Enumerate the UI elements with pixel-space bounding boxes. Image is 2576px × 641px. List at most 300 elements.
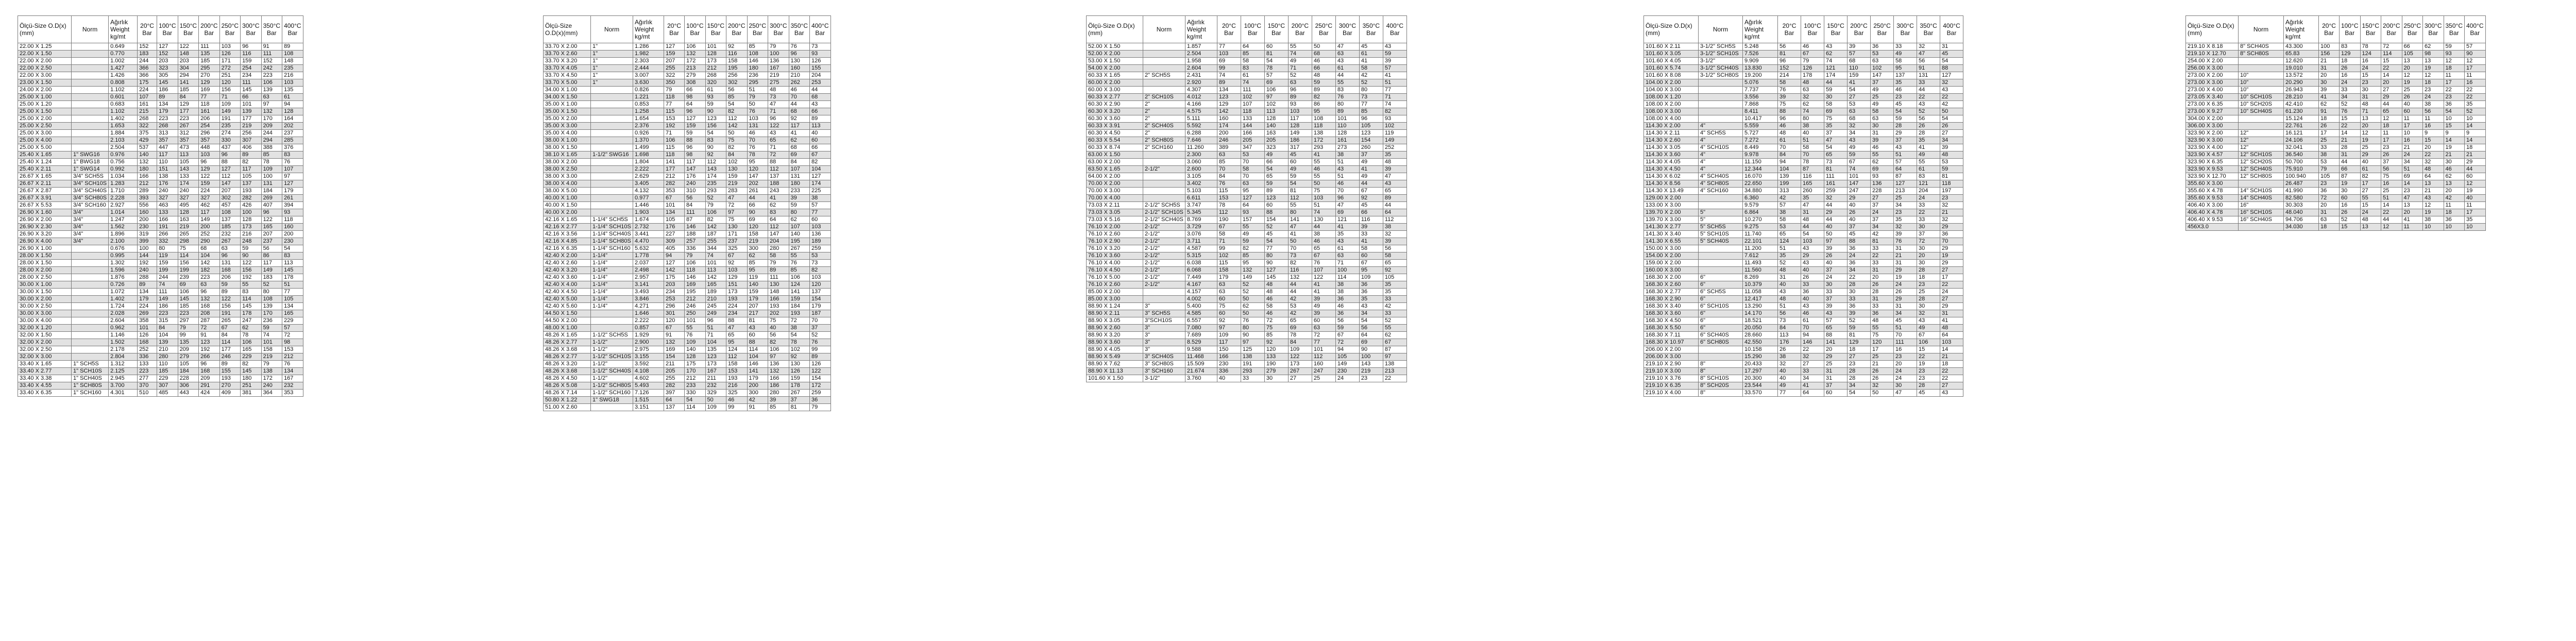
pressure-cell: 30 <box>1917 260 1940 267</box>
pressure-cell: 96 <box>685 108 706 115</box>
pressure-cell: 69 <box>1871 166 1894 173</box>
pressure-cell: 215 <box>138 108 157 115</box>
pressure-cell: 154 <box>810 375 831 382</box>
size-cell: 219.10 X 3.00 <box>1644 368 1699 375</box>
size-cell: 88.90 X 2.60 <box>1087 325 1143 332</box>
norm-cell: 8" <box>1699 390 1743 397</box>
pressure-cell: 64 <box>664 397 685 404</box>
pressure-cell: 103 <box>810 274 831 281</box>
pressure-cell: 54 <box>1359 317 1383 325</box>
pressure-cell: 31 <box>1778 274 1801 281</box>
pressure-cell: 31 <box>1801 209 1824 216</box>
pressure-cell: 143 <box>1359 361 1383 368</box>
weight-cell: 7.449 <box>1185 274 1217 281</box>
temperature-header: 250°C Bar <box>1312 16 1335 43</box>
weight-cell: 2.920 <box>1185 79 1217 87</box>
pressure-cell: 10 <box>2402 130 2423 137</box>
table-row <box>1644 123 1963 130</box>
weight-cell: 11.493 <box>1743 260 1778 267</box>
pressure-cell: 91 <box>261 43 282 50</box>
pressure-cell: 25 <box>1312 375 1335 382</box>
weight-cell: 5.559 <box>1743 123 1778 130</box>
pressure-cell: 118 <box>1940 180 1963 188</box>
pressure-cell: 37 <box>1824 382 1848 390</box>
size-cell: 73.03 X 5.16 <box>1087 216 1143 224</box>
norm-cell <box>591 180 633 188</box>
pressure-cell: 52 <box>1917 108 1940 115</box>
pressure-cell: 437 <box>219 144 241 151</box>
pressure-cell: 128 <box>1264 115 1288 123</box>
pressure-cell: 63 <box>1801 87 1824 94</box>
pressure-cell: 357 <box>178 137 199 144</box>
size-cell: 139.70 X 2.00 <box>1644 209 1699 216</box>
pressure-cell: 50 <box>1871 390 1894 397</box>
pressure-cell: 52 <box>705 195 726 202</box>
pressure-cell: 59 <box>1894 115 1917 123</box>
pressure-cell: 35 <box>2465 216 2486 224</box>
pressure-cell: 120 <box>664 317 685 325</box>
size-cell: 88.90 X 3.60 <box>1087 339 1143 346</box>
pressure-cell: 42 <box>1383 303 1406 310</box>
table-row <box>544 137 831 144</box>
pressure-cell: 36 <box>1801 289 1824 296</box>
pressure-cell: 31 <box>2340 151 2361 159</box>
pressure-cell: 219 <box>747 238 768 245</box>
table-row <box>1644 58 1963 65</box>
size-cell: 304.00 X 2.00 <box>2186 115 2239 123</box>
size-cell: 76.10 X 2.60 <box>1087 231 1143 238</box>
pressure-cell: 46 <box>1801 43 1824 50</box>
pressure-cell: 188 <box>768 180 789 188</box>
pressure-cell: 67 <box>1917 332 1940 339</box>
pressure-cell: 202 <box>282 123 303 130</box>
pressure-cell: 58 <box>1824 101 1848 108</box>
pressure-cell: 120 <box>1264 346 1288 353</box>
pressure-cell: 132 <box>1288 274 1312 281</box>
pressure-cell: 75 <box>1778 101 1801 108</box>
pressure-cell: 41 <box>1359 238 1383 245</box>
table-row <box>18 216 303 224</box>
norm-cell: 3" <box>1143 325 1185 332</box>
pressure-cell: 40 <box>768 325 789 332</box>
table-row <box>18 368 303 375</box>
pressure-cell: 63 <box>1871 58 1894 65</box>
pressure-cell: 179 <box>810 303 831 310</box>
pressure-cell: 107 <box>789 224 810 231</box>
pressure-cell: 223 <box>178 310 199 317</box>
weight-cell: 1.929 <box>633 332 664 339</box>
norm-cell <box>591 202 633 209</box>
pressure-cell: 61 <box>1778 137 1801 144</box>
temperature-header: 350°C Bar <box>2444 16 2465 43</box>
pressure-cell: 96 <box>219 252 241 260</box>
pressure-cell: 22 <box>2465 94 2486 101</box>
table-row <box>1087 368 1407 375</box>
pressure-cell: 62 <box>241 325 262 332</box>
pressure-cell: 59 <box>1383 50 1406 58</box>
size-cell: 168.30 X 2.60 <box>1644 281 1699 289</box>
size-cell: 73.03 X 3.05 <box>1087 209 1143 216</box>
pressure-cell: 100 <box>1359 353 1383 361</box>
weight-cell: 1.674 <box>633 216 664 224</box>
pressure-cell: 366 <box>138 72 157 79</box>
pressure-cell: 79 <box>747 94 768 101</box>
pressure-cell: 46 <box>1264 310 1288 317</box>
table-row <box>544 209 831 216</box>
pressure-cell: 259 <box>810 245 831 252</box>
pressure-cell: 40 <box>1778 368 1801 375</box>
pressure-cell: 176 <box>685 173 706 180</box>
weight-cell: 0.601 <box>109 94 138 101</box>
norm-cell <box>2239 224 2284 231</box>
pressure-cell: 25 <box>1871 94 1894 101</box>
pressure-cell: 39 <box>1312 310 1335 317</box>
pressure-cell: 90 <box>1241 332 1264 339</box>
pressure-cell: 209 <box>199 375 220 382</box>
pressure-cell: 84 <box>178 94 199 101</box>
pressure-cell: 26 <box>1871 368 1894 375</box>
norm-cell: 1" BWG18 <box>72 159 109 166</box>
pressure-cell: 65 <box>1824 325 1848 332</box>
pressure-cell: 54 <box>1288 180 1312 188</box>
pressure-cell: 34 <box>2402 159 2423 166</box>
pressure-cell: 323 <box>1264 144 1288 151</box>
norm-cell: 4" SCH40S <box>1699 173 1743 180</box>
pressure-cell: 25 <box>1917 289 1940 296</box>
pressure-cell: 205 <box>1241 137 1264 144</box>
pressure-cell: 200 <box>282 231 303 238</box>
size-cell: 60.30 X 4.50 <box>1087 130 1143 137</box>
weight-cell: 1.014 <box>109 209 138 216</box>
pressure-cell: 11 <box>2444 72 2465 79</box>
pressure-cell: 113 <box>282 260 303 267</box>
pressure-cell: 73 <box>1778 317 1801 325</box>
size-cell: 22.00 X 3.00 <box>18 72 72 79</box>
table-row <box>1644 274 1963 281</box>
pressure-cell: 127 <box>685 115 706 123</box>
pressure-cell: 27 <box>1801 361 1824 368</box>
pressure-cell: 219 <box>726 180 748 188</box>
pressure-cell: 77 <box>1359 101 1383 108</box>
pressure-cell: 93 <box>2444 50 2465 58</box>
pressure-cell: 325 <box>726 390 748 397</box>
pressure-cell: 212 <box>664 173 685 180</box>
pressure-cell: 120 <box>747 224 768 231</box>
size-cell: 160.00 X 3.00 <box>1644 267 1699 274</box>
pressure-cell: 233 <box>685 382 706 390</box>
pressure-cell: 75 <box>178 245 199 252</box>
weight-cell: 1.562 <box>109 224 138 231</box>
table-row <box>544 252 831 260</box>
pressure-cell: 34 <box>1359 310 1383 317</box>
pressure-cell: 143 <box>705 166 726 173</box>
pressure-cell: 36 <box>1335 296 1359 303</box>
pressure-cell: 136 <box>768 58 789 65</box>
pressure-cell: 42 <box>1288 296 1312 303</box>
pressure-cell: 38 <box>1778 209 1801 216</box>
size-cell: 32.00 X 2.00 <box>18 339 72 346</box>
pressure-cell: 104 <box>810 166 831 173</box>
pressure-cell: 148 <box>768 289 789 296</box>
size-cell: 76.10 X 2.00 <box>1087 224 1143 231</box>
weight-header: Ağırlık Weight kg/mt <box>109 16 138 43</box>
norm-cell: 6" SCH5S <box>1699 289 1743 296</box>
pressure-cell: 109 <box>219 101 241 108</box>
pressure-cell: 9 <box>2444 130 2465 137</box>
pressure-cell: 161 <box>199 108 220 115</box>
weight-cell: 7.126 <box>633 390 664 397</box>
pressure-cell: 54 <box>1894 108 1917 115</box>
pressure-cell: 22 <box>1940 281 1963 289</box>
pressure-cell: 50 <box>1241 310 1264 317</box>
pressure-cell: 122 <box>261 216 282 224</box>
pressure-cell: 75 <box>726 137 748 144</box>
pressure-cell: 82 <box>1241 245 1264 252</box>
pressure-cell: 93 <box>1383 115 1406 123</box>
norm-cell <box>1143 159 1185 166</box>
size-cell: 141.30 X 2.77 <box>1644 224 1699 231</box>
norm-cell: 3/4" SCH160 <box>72 202 109 209</box>
pressure-cell: 39 <box>1894 231 1917 238</box>
norm-cell: 2" <box>1143 130 1185 137</box>
size-cell: 219.10 X 3.76 <box>1644 375 1699 382</box>
weight-cell: 26.943 <box>2284 87 2319 94</box>
pressure-cell: 72 <box>199 325 220 332</box>
norm-cell: 1-1/2" <box>591 339 633 346</box>
size-cell: 33.40 X 2.77 <box>18 368 72 375</box>
pressure-cell: 66 <box>1264 159 1288 166</box>
pressure-cell: 104 <box>157 332 178 339</box>
pressure-cell: 150 <box>1217 346 1241 353</box>
pressure-cell: 54 <box>1801 231 1824 238</box>
pressure-cell: 51 <box>2381 195 2402 202</box>
pressure-cell: 77 <box>1264 245 1288 252</box>
pressure-cell: 267 <box>219 238 241 245</box>
pressure-cell: 141 <box>1288 216 1312 224</box>
pressure-cell: 66 <box>685 87 706 94</box>
size-cell: 88.90 X 4.05 <box>1087 346 1143 353</box>
size-cell: 60.00 X 2.00 <box>1087 79 1143 87</box>
table-row <box>544 397 831 404</box>
pressure-cell: 273 <box>1335 144 1359 151</box>
pressure-cell: 269 <box>138 310 157 317</box>
table-row <box>1644 65 1963 72</box>
table-row <box>1644 209 1963 216</box>
pressure-cell: 17 <box>2465 209 2486 216</box>
pressure-cell: 50 <box>1824 231 1848 238</box>
pressure-cell: 23 <box>1917 281 1940 289</box>
pressure-cell: 59 <box>1335 325 1359 332</box>
pressure-cell: 40 <box>810 130 831 137</box>
pressure-cell: 104 <box>1778 166 1801 173</box>
pressure-cell: 156 <box>2319 50 2340 58</box>
weight-cell: 0.926 <box>633 130 664 137</box>
norm-cell <box>591 144 633 151</box>
pressure-cell: 44 <box>2381 216 2402 224</box>
pressure-cell: 88 <box>219 159 241 166</box>
size-cell: 219.10 X 4.00 <box>1644 390 1699 397</box>
pressure-cell: 88 <box>1778 108 1801 115</box>
norm-cell: 2" SCH80S <box>1143 137 1185 144</box>
pressure-cell: 131 <box>261 180 282 188</box>
pressure-cell: 40 <box>1848 202 1871 209</box>
size-cell: 104.00 X 2.00 <box>1644 79 1699 87</box>
pressure-cell: 46 <box>1312 238 1335 245</box>
table-row <box>1087 173 1407 180</box>
pressure-cell: 77 <box>1383 87 1406 94</box>
pressure-cell: 233 <box>789 188 810 195</box>
pressure-cell: 141 <box>789 289 810 296</box>
pressure-cell: 88 <box>726 317 748 325</box>
norm-cell: 6" SCH80S <box>1699 339 1743 346</box>
pressure-cell: 155 <box>810 65 831 72</box>
pressure-cell: 109 <box>1217 332 1241 339</box>
table-row <box>2186 101 2486 108</box>
weight-cell: 7.646 <box>1185 137 1217 144</box>
size-cell: 108.00 X 3.00 <box>1644 108 1699 115</box>
pressure-cell: 80 <box>1264 252 1288 260</box>
pressure-cell: 49 <box>1848 144 1871 151</box>
pressure-cell: 59 <box>789 202 810 209</box>
pressure-cell: 89 <box>157 94 178 101</box>
size-cell: 73.03 X 2.11 <box>1087 202 1143 209</box>
pressure-cell: 49 <box>1288 166 1312 173</box>
pressure-cell: 173 <box>705 361 726 368</box>
size-cell: 114.30 X 3.05 <box>1644 144 1699 151</box>
pressure-cell: 52 <box>1288 72 1312 79</box>
pressure-cell: 82 <box>1383 108 1406 115</box>
pressure-cell: 195 <box>789 238 810 245</box>
pressure-cell: 312 <box>178 130 199 137</box>
weight-cell: 2.927 <box>109 202 138 209</box>
pressure-cell: 59 <box>1848 151 1871 159</box>
pressure-cell: 56 <box>1917 115 1940 123</box>
pressure-cell: 110 <box>1848 65 1871 72</box>
norm-cell <box>591 101 633 108</box>
header-row <box>1644 16 1963 43</box>
pressure-cell: 207 <box>219 188 241 195</box>
pressure-cell: 113 <box>810 123 831 130</box>
pressure-cell: 109 <box>685 339 706 346</box>
pressure-cell: 75 <box>726 216 748 224</box>
size-cell: 35.00 X 3.00 <box>544 123 591 130</box>
pressure-cell: 118 <box>664 94 685 101</box>
pressure-cell: 381 <box>241 390 262 397</box>
weight-cell: 5.076 <box>1743 79 1778 87</box>
weight-cell: 2.037 <box>633 260 664 267</box>
size-cell: 85.00 X 2.00 <box>1087 289 1143 296</box>
size-cell: 129.00 X 2.00 <box>1644 195 1699 202</box>
weight-cell: 22.761 <box>2284 123 2319 130</box>
norm-cell: 2-1/2" <box>1143 166 1185 173</box>
pressure-cell: 71 <box>664 130 685 137</box>
pressure-cell: 302 <box>726 79 748 87</box>
pressure-cell: 138 <box>1241 353 1264 361</box>
pressure-cell: 193 <box>726 375 748 382</box>
pressure-cell: 62 <box>2319 101 2340 108</box>
pressure-cell: 129 <box>1848 339 1871 346</box>
pressure-cell: 72 <box>768 151 789 159</box>
pressure-cell: 92 <box>1359 195 1383 202</box>
pressure-cell: 44 <box>2381 101 2402 108</box>
pressure-cell: 145 <box>241 303 262 310</box>
norm-cell: 3" SCH80S <box>1143 361 1185 368</box>
table-row <box>1644 245 1963 252</box>
pressure-cell: 40 <box>2402 101 2423 108</box>
weight-cell: 1.857 <box>1185 43 1217 50</box>
pressure-cell: 69 <box>747 216 768 224</box>
pressure-cell: 21 <box>2402 144 2423 151</box>
pressure-cell: 358 <box>138 317 157 325</box>
size-cell: 76.10 X 4.00 <box>1087 260 1143 267</box>
pressure-cell: 70 <box>1241 159 1264 166</box>
pressure-cell: 242 <box>261 65 282 72</box>
pressure-cell: 92 <box>726 43 748 50</box>
pressure-cell: 59 <box>261 325 282 332</box>
pressure-cell: 47 <box>1894 390 1917 397</box>
temperature-header: 400°C Bar <box>1383 16 1406 43</box>
pressure-cell: 40 <box>1824 260 1848 267</box>
pressure-cell: 76 <box>789 43 810 50</box>
pressure-cell: 56 <box>1778 43 1801 50</box>
pressure-cell: 103 <box>810 224 831 231</box>
pressure-cell: 96 <box>768 115 789 123</box>
norm-cell <box>1699 87 1743 94</box>
size-cell: 159.00 X 2.00 <box>1644 260 1699 267</box>
norm-cell: 1-1/2" SCH160 <box>591 390 633 397</box>
pressure-cell: 114 <box>219 339 241 346</box>
table-row <box>1087 361 1407 368</box>
weight-cell: 1.247 <box>109 216 138 224</box>
pressure-cell: 13 <box>2423 58 2444 65</box>
weight-cell: 6.360 <box>1743 195 1778 202</box>
pressure-cell: 26 <box>2340 65 2361 72</box>
pressure-cell: 26 <box>1824 252 1848 260</box>
pressure-cell: 16 <box>2423 123 2444 130</box>
size-cell: 26.67 X 2.87 <box>18 188 72 195</box>
pressure-cell: 81 <box>1264 50 1288 58</box>
norm-cell <box>591 310 633 317</box>
pressure-cell: 102 <box>726 159 748 166</box>
pressure-cell: 280 <box>768 390 789 397</box>
pressure-cell: 108 <box>1312 115 1335 123</box>
size-cell: 323.90 X 4.00 <box>2186 144 2239 151</box>
pressure-cell: 45 <box>1359 43 1383 50</box>
weight-cell: 2.604 <box>109 317 138 325</box>
weight-cell: 30.303 <box>2284 202 2319 209</box>
weight-cell: 4.108 <box>633 368 664 375</box>
pressure-cell: 121 <box>1335 216 1359 224</box>
table-row <box>2186 43 2486 50</box>
pressure-cell: 219 <box>178 224 199 231</box>
table-row <box>1644 43 1963 50</box>
norm-cell: 1" <box>591 65 633 72</box>
pressure-cell: 20 <box>2402 209 2423 216</box>
pressure-cell: 154 <box>1264 216 1288 224</box>
pressure-cell: 79 <box>768 260 789 267</box>
table-row <box>544 368 831 375</box>
norm-cell <box>72 310 109 317</box>
pressure-cell: 38 <box>1801 123 1824 130</box>
pressure-cell: 145 <box>157 79 178 87</box>
temperature-header: 150°C Bar <box>2360 16 2381 43</box>
norm-cell: 3"SCH10S <box>1143 317 1185 325</box>
pressure-cell: 177 <box>664 166 685 173</box>
pressure-cell: 329 <box>705 390 726 397</box>
pressure-cell: 389 <box>1217 144 1241 151</box>
pressure-cell: 53 <box>1871 50 1894 58</box>
pressure-cell: 179 <box>747 375 768 382</box>
